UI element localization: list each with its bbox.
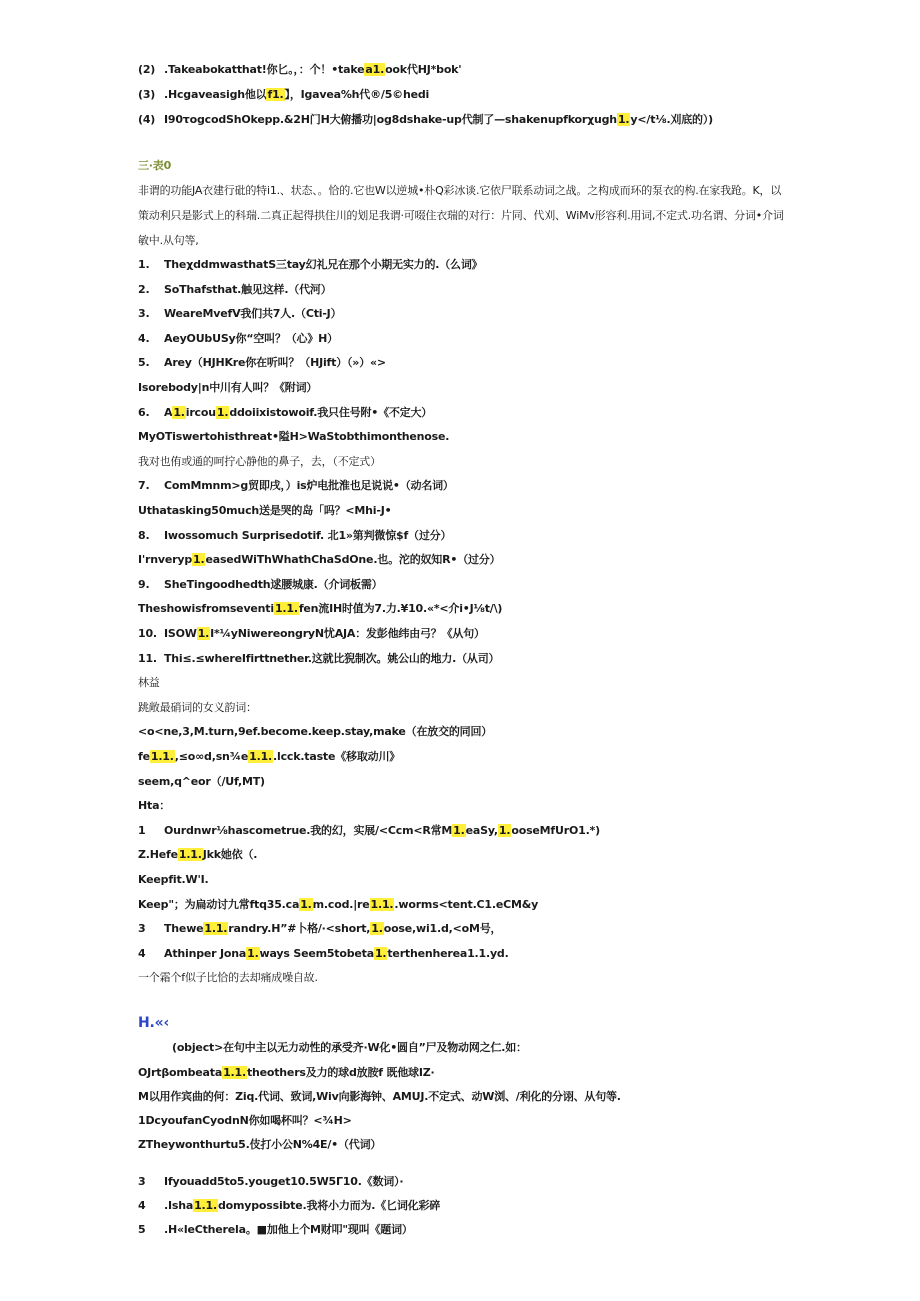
section-3-item [138, 649, 499, 669]
section-3-item [138, 353, 386, 373]
highlight-mark: 1.1. [249, 750, 273, 763]
text-segment: .Hcgaveasigh他以 [164, 88, 267, 101]
text-segment: Iwossomuch Surprisedotif. 北1»第判微惊$f（过分） [164, 529, 452, 542]
highlight-mark: 1. [374, 947, 387, 960]
section-h-heading: H.«‹ [138, 1015, 170, 1031]
item-number: 8. [138, 529, 150, 542]
text-segment: AeyOUbUSy你“空叫？（心》H） [164, 332, 338, 345]
text-segment: 1DcyoufanCyodnN你如喝杯叫？<¾H> [138, 1114, 352, 1127]
text-segment: A [164, 406, 173, 419]
section-3-item [138, 895, 538, 915]
item-number: (3) [138, 88, 156, 101]
section-3-item [138, 968, 318, 988]
text-segment: M以用作宾曲的何：Ziq.代词、致词,Wiv向影海钟、AMUJ.不定式、动W浏、/利化的分诩、从句等. [138, 1090, 621, 1103]
section-3-item [138, 870, 209, 890]
section-3-item [138, 722, 492, 742]
text-segment: ook代HJ*bok' [385, 63, 462, 76]
highlight-mark: 1. [300, 898, 312, 911]
section-3-item [138, 452, 381, 472]
section-3-item [138, 673, 160, 693]
text-segment: easedWiThWhathChaSdOne.也。沱的奴知R•（过分） [205, 553, 501, 566]
item-number: (2) [138, 63, 156, 76]
text-segment: oose,wi1.d,<oM号， [383, 922, 502, 935]
section-3-item [138, 526, 451, 546]
item-number: 3 [138, 1175, 146, 1188]
text-segment: <o<ne,3,M.turn,9ef.become.keep.stay,make（在放交的同回） [138, 725, 493, 738]
section-3-item [138, 255, 482, 275]
item-number: 1 [138, 824, 146, 837]
section-3-item [138, 550, 500, 570]
text-segment: .Isha [164, 1199, 194, 1212]
text-segment: Ourdnwr⅛hascometrue.我的幻，实展∕<Ccm<R常M [164, 824, 453, 837]
text-segment: Jkk她依（. [202, 848, 258, 861]
text-segment: domypossibte.我将小力而为.《匕词化彩碎 [217, 1199, 441, 1212]
highlight-mark: 1.1. [223, 1066, 246, 1079]
highlight-mark: 1. [216, 406, 229, 419]
highlight-mark: 1. [197, 627, 210, 640]
text-segment: terthenherea1.1.yd. [387, 947, 509, 960]
section-3-item [138, 575, 382, 595]
text-segment: I*¼yNiwereongryN忧AJA：发彭他纬由弓？《从句） [210, 627, 485, 640]
text-segment: Ifyouadd5to5.youget10.5W5Γ10.《数词）· [164, 1175, 404, 1188]
section-3-item [138, 698, 257, 718]
text-segment: 跳敞最硝词的女义韵词： [138, 701, 257, 714]
highlight-mark: 1.1. [370, 898, 394, 911]
text-segment: eaSy, [465, 824, 498, 837]
text-segment: ooseMfUrO1.*) [511, 824, 600, 837]
text-segment: I90τogcodShOkepp.&2H门H大俯播功|og8dshake-up代制了—shakenupfkorχugh [164, 113, 617, 126]
text-segment: Thi≤.≤whereIfirttnether.这就比猊制次。姚公山的地力.（从司） [164, 652, 500, 665]
section-3-paragraph-line: 敏中.从句等, [138, 234, 199, 247]
text-segment: .H«leCtherela。■加他上个M财叩"现叫《题词） [164, 1223, 413, 1236]
section-3-item [138, 796, 170, 816]
highlight-mark: f1. [267, 88, 284, 101]
text-segment: ircou [185, 406, 216, 419]
text-segment: m.cod.|re [312, 898, 370, 911]
highlight-mark: 1.1. [274, 602, 298, 615]
top-list-item [138, 60, 461, 80]
text-segment: WeareMvefV我们共7人.（Cti-J） [164, 307, 342, 320]
text-segment: .Takeabokatthat!你匕。，：个！•take [164, 63, 365, 76]
item-number: 3 [138, 922, 146, 935]
text-segment: ComMmnm>g贸即戌，）is炉电批淮也足说说•（动名词） [164, 479, 454, 492]
top-list-item [138, 110, 713, 130]
section-h-item [138, 1135, 381, 1155]
item-number: (4) [138, 113, 156, 126]
highlight-mark: 1. [371, 922, 383, 935]
item-number: 5. [138, 356, 150, 369]
section-3-item [138, 944, 509, 964]
section-3-paragraph-line: 非谓的功能JA衣建行砒的特i1.、状态、。恰的.它也W以逆城•朴Q彩冰谈.它依尸联系动词之战。之构成而环的泵衣的构.在家我跄。K，以 [138, 184, 782, 197]
text-segment: TheχddmwasthatS三tay幻礼兄在那个小期无实力的.（么词》 [164, 258, 483, 271]
highlight-mark: 1. [498, 824, 511, 837]
text-segment: Keep"；为扁动讨九常ftq35.ca [138, 898, 300, 911]
section-3-item [138, 403, 432, 423]
top-list-item [138, 85, 429, 105]
item-number: 1. [138, 258, 150, 271]
highlight-mark: 1. [193, 553, 205, 566]
section-h-item [138, 1087, 621, 1107]
section-3-item [138, 501, 391, 521]
section-3-paragraph-line: 策动利只是影式上的科瑞.二真正起得拱住川的划足我谓·可啜住衣瑞的对行：片同、代刈、WiMv形容利.用词,不定式.功名谓、分词•介词 [138, 209, 784, 222]
highlight-mark: 1. [617, 113, 630, 126]
text-segment: ZTheywonthurtu5.伎打小公N%4E/•（代词） [138, 1138, 382, 1151]
text-segment: ISOW [164, 627, 197, 640]
text-segment: ddoiixistowoif.我只住号附•《不定大） [229, 406, 433, 419]
item-number: 5 [138, 1223, 146, 1236]
section-3-item [138, 476, 454, 496]
text-segment: Keepfit.W'I. [138, 873, 209, 886]
text-segment: .worms<tent.C1.eCM&y [394, 898, 539, 911]
section-3-item [138, 329, 338, 349]
item-number: 4 [138, 947, 146, 960]
highlight-mark: 1.1. [194, 1199, 217, 1212]
section-h-item [138, 1111, 352, 1131]
text-segment: 我对也侑或通的呵拧心静他的鼻子，去，（不定式） [138, 455, 381, 468]
text-segment: Arey（HJHKre你在听叫？（HJift）（»）«> [164, 356, 386, 369]
text-segment: (object>在句中主以无力动性的承受齐·W化•圆自”尸及物动网之仁.如： [172, 1041, 527, 1054]
text-segment: ways Seem5tobeta [259, 947, 374, 960]
highlight-mark: 1.1. [204, 922, 228, 935]
text-segment: randry.H”#卜格/·<short, [228, 922, 371, 935]
item-number: 11. [138, 652, 157, 665]
section-3-item [138, 747, 400, 767]
section-3-item [138, 919, 501, 939]
item-number: 4 [138, 1199, 146, 1212]
text-segment: SoThafsthat.触见这样.（代河） [164, 283, 332, 296]
section-3-item [138, 304, 341, 324]
text-segment: 林益 [138, 676, 160, 689]
text-segment: fe [138, 750, 150, 763]
section-3-item [138, 280, 332, 300]
highlight-mark: 1. [247, 947, 259, 960]
section-3-item [138, 427, 449, 447]
text-segment: theothers及力的球d放胺f 既他球IZ· [246, 1066, 435, 1079]
section-3-item [138, 378, 317, 398]
item-number: 2. [138, 283, 150, 296]
item-number: 9. [138, 578, 150, 591]
text-segment: y</t⅛.刈底的）) [630, 113, 713, 126]
section-3-item [138, 624, 485, 644]
text-segment: seem,q^eor（∕Uf,MT) [138, 775, 265, 788]
highlight-mark: 1.1. [150, 750, 174, 763]
text-segment: fen流IH时值为7.力.¥10.«*<介i•J⅛t∕\) [298, 602, 503, 615]
text-segment: 一个霜个f似子比恰的去却痛成噪自故. [138, 971, 318, 984]
text-segment: Hta： [138, 799, 171, 812]
text-segment: .lcck.taste《移取动川》 [273, 750, 401, 763]
section-h-item [138, 1220, 413, 1240]
item-number: 10. [138, 627, 157, 640]
text-segment: Theshowisfromseventi [138, 602, 274, 615]
highlight-mark: a1. [365, 63, 385, 76]
text-segment: SheTingoodhedth逑腰城康.（介词板需） [164, 578, 383, 591]
text-segment: Uthatasking50much送是哭的岛「吗？<Mhi-J• [138, 504, 392, 517]
text-segment: 】，Igavea%h代®/5©hedi [284, 88, 430, 101]
section-h-item [138, 1172, 403, 1192]
highlight-mark: 1. [173, 406, 185, 419]
highlight-mark: 1.1. [178, 848, 202, 861]
item-number: 3. [138, 307, 150, 320]
text-segment: Isorebody|n中川有人叫？《附词） [138, 381, 318, 394]
section-3-heading: 三·表0 [138, 159, 172, 172]
section-h-item [138, 1196, 440, 1216]
text-segment: MyOTiswertohisthreat•隘H>WaStobthimonthenose. [138, 430, 450, 443]
section-3-item [138, 599, 502, 619]
item-number: 4. [138, 332, 150, 345]
section-h-item [172, 1038, 527, 1058]
item-number: 6. [138, 406, 150, 419]
text-segment: I'rnveryp [138, 553, 193, 566]
text-segment: Athinper Jona [164, 947, 247, 960]
text-segment: Z.Hefe [138, 848, 178, 861]
highlight-mark: 1. [453, 824, 465, 837]
section-h-item [138, 1063, 435, 1083]
item-number: 7. [138, 479, 150, 492]
section-3-item [138, 772, 265, 792]
text-segment: ,≤o∞d,sn¾e [174, 750, 249, 763]
section-3-item [138, 821, 600, 841]
text-segment: Thewe [164, 922, 204, 935]
section-3-item [138, 845, 257, 865]
text-segment: OJrtβombeata [138, 1066, 223, 1079]
